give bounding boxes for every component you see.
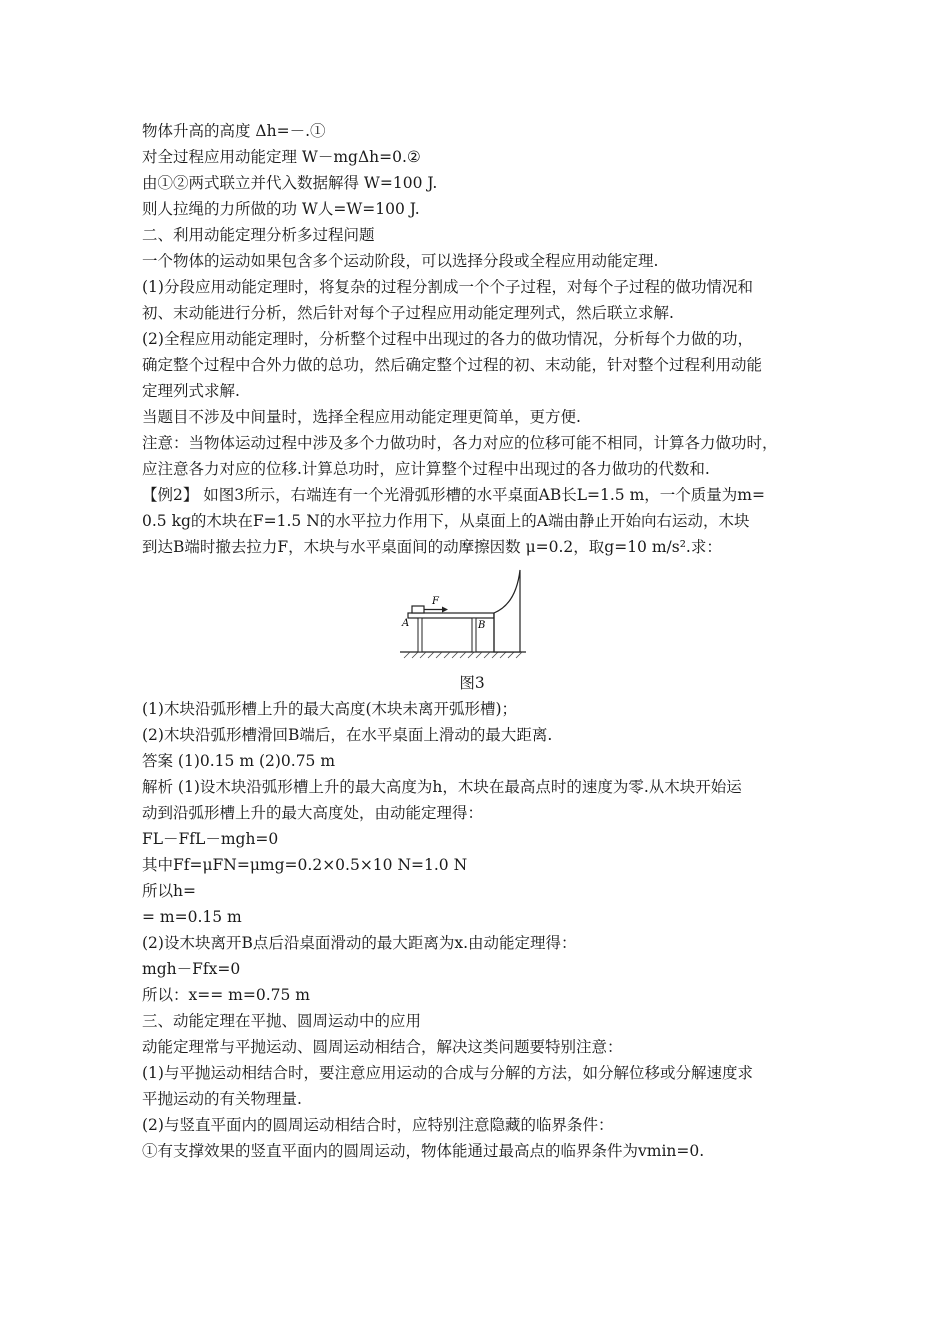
text-block-top xyxy=(142,118,832,560)
text-line: 确定整个过程中合外力做的总功，然后确定整个过程的初、末动能，针对整个过程利用动能 xyxy=(142,356,763,374)
section-heading: 二、利用动能定理分析多过程问题 xyxy=(142,226,375,244)
text-line: (2)木块沿弧形槽滑回B端后，在水平桌面上滑动的最大距离. xyxy=(142,726,553,744)
text-line: ①有支撑效果的竖直平面内的圆周运动，物体能通过最高点的临界条件为vmin=0. xyxy=(142,1142,705,1160)
label-f: F xyxy=(432,596,439,607)
text-line: 一个物体的运动如果包含多个运动阶段，可以选择分段或全程应用动能定理. xyxy=(142,252,659,270)
text-line: (2)设木块离开B点后沿桌面滑动的最大距离为x.由动能定理得： xyxy=(142,934,577,952)
text-line: 则人拉绳的力所做的功 W人=W=100 J. xyxy=(142,200,420,218)
text-line: 初、末动能进行分析，然后针对每个子过程应用动能定理列式，然后联立求解. xyxy=(142,304,674,322)
equation-line: 其中Ff=μFN=μmg=0.2×0.5×10 N=1.0 N xyxy=(142,856,468,874)
table-leg xyxy=(418,618,422,652)
text-line: (2)与竖直平面内的圆周运动相结合时，应特别注意隐藏的临界条件： xyxy=(142,1116,614,1134)
track-diagram xyxy=(398,564,528,668)
text-line: 当题目不涉及中间量时，选择全程应用动能定理更简单，更方便. xyxy=(142,408,581,426)
text-line: (1)与平抛运动相结合时，要注意应用运动的合成与分解的方法，如分解位移或分解速度求 xyxy=(142,1064,753,1082)
text-line: 动到沿弧形槽上升的最大高度处，由动能定理得： xyxy=(142,804,484,822)
equation-line: = m=0.15 m xyxy=(142,908,242,926)
text-line: 定理列式求解. xyxy=(142,382,240,400)
text-line: 解析 (1)设木块沿弧形槽上升的最大高度为h，木块在最高点时的速度为零.从木块开始运 xyxy=(142,778,742,796)
figure-caption: 图3 xyxy=(459,674,485,692)
document-page xyxy=(142,118,832,1164)
arrow-head xyxy=(442,607,448,613)
arc-groove xyxy=(494,570,520,652)
section-heading: 三、动能定理在平抛、圆周运动中的应用 xyxy=(142,1012,422,1030)
text-line: (1)分段应用动能定理时，将复杂的过程分割成一个个子过程，对每个子过程的做功情况和 xyxy=(142,278,753,296)
ground-hatching xyxy=(404,652,522,658)
label-a: A xyxy=(402,618,410,629)
text-line: 由①②两式联立并代入数据解得 W=100 J. xyxy=(142,174,438,192)
example-line: 到达B端时撤去拉力F，木块与水平桌面间的动摩擦因数 μ=0.2，取g=10 m/s².求： xyxy=(142,538,722,556)
text-line: 物体升高的高度 Δh=－.① xyxy=(142,122,326,140)
text-line: 应注意各力对应的位移.计算总功时，应计算整个过程中出现过的各力做功的代数和. xyxy=(142,460,710,478)
example-line: 0.5 kg的木块在F=1.5 N的水平拉力作用下，从桌面上的A端由静止开始向右运动，木块 xyxy=(142,512,750,530)
text-line: 动能定理常与平抛运动、圆周运动相结合，解决这类问题要特别注意： xyxy=(142,1038,623,1056)
text-line: 对全过程应用动能定理 W－mgΔh=0.② xyxy=(142,148,421,166)
text-block-bottom xyxy=(142,696,832,1164)
table-top xyxy=(408,613,494,618)
text-line: 注意：当物体运动过程中涉及多个力做功时，各力对应的位移可能不相同，计算各力做功时， xyxy=(142,434,778,452)
example-line: 【例2】 如图3所示，右端连有一个光滑弧形槽的水平桌面AB长L=1.5 m，一个质量为m= xyxy=(142,486,765,504)
answer-line: 答案 (1)0.15 m (2)0.75 m xyxy=(142,752,336,770)
text-line: (1)木块沿弧形槽上升的最大高度(木块未离开弧形槽)； xyxy=(142,700,518,718)
equation-line: FL－FfL－mgh=0 xyxy=(142,830,279,848)
label-b: B xyxy=(478,620,486,631)
equation-line: mgh－Ffx=0 xyxy=(142,960,241,978)
text-line: 平抛运动的有关物理量. xyxy=(142,1090,302,1108)
text-line: (2)全程应用动能定理时，分析整个过程中出现过的各力的做功情况，分析每个力做的功， xyxy=(142,330,753,348)
figure-3 xyxy=(142,560,832,670)
table-leg xyxy=(472,618,476,652)
wood-block xyxy=(412,606,424,613)
equation-line: 所以：x== m=0.75 m xyxy=(142,986,310,1004)
equation-line: 所以h= xyxy=(142,882,196,900)
